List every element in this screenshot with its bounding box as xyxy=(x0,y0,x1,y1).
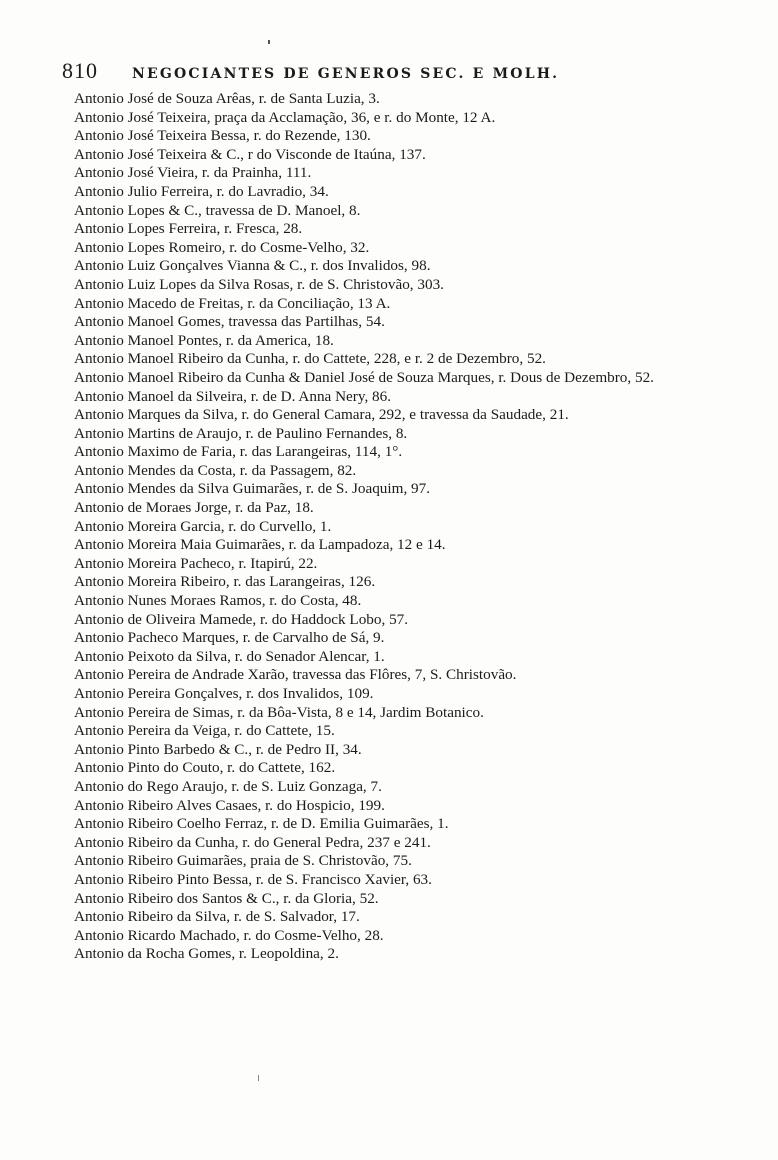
list-item: Antonio Pereira da Veiga, r. do Cattete, 15. xyxy=(74,722,335,740)
list-item: Antonio Mendes da Costa, r. da Passagem, 82. xyxy=(74,461,357,479)
list-item: Antonio Manoel da Silveira, r. de D. Anna Nery, 86. xyxy=(74,387,392,405)
page-header xyxy=(62,58,742,86)
list-item: Antonio José Teixeira, praça da Acclamação, 36, e r. do Monte, 12 A. xyxy=(74,108,496,126)
list-item: Antonio Ribeiro da Silva, r. de S. Salvador, 17. xyxy=(74,908,360,926)
list-item: Antonio Maximo de Faria, r. das Larangeiras, 114, 1°. xyxy=(74,443,403,461)
list-item: Antonio Macedo de Freitas, r. da Conciliação, 13 A. xyxy=(74,294,391,312)
print-speck xyxy=(258,1075,259,1081)
list-item: Antonio Pacheco Marques, r. de Carvalho de Sá, 9. xyxy=(74,629,385,647)
list-item: Antonio Ribeiro da Cunha, r. do General Pedra, 237 e 241. xyxy=(74,833,431,851)
list-item: Antonio Luiz Gonçalves Vianna & C., r. dos Invalidos, 98. xyxy=(74,257,431,275)
list-item: Antonio Lopes Romeiro, r. do Cosme-Velho, 32. xyxy=(74,238,370,256)
list-item: Antonio Ribeiro Coelho Ferraz, r. de D. Emilia Guimarães, 1. xyxy=(74,815,449,833)
list-item: Antonio Moreira Ribeiro, r. das Larangeiras, 126. xyxy=(74,573,376,591)
list-item: Antonio Manoel Ribeiro da Cunha, r. do Cattete, 228, e r. 2 de Dezembro, 52. xyxy=(74,350,546,368)
list-item: Antonio Moreira Maia Guimarães, r. da Lampadoza, 12 e 14. xyxy=(74,536,446,554)
list-item: Antonio Pinto do Couto, r. do Cattete, 162. xyxy=(74,759,336,777)
list-item: Antonio Manoel Pontes, r. da America, 18. xyxy=(74,331,334,349)
list-item: Antonio do Rego Araujo, r. de S. Luiz Gonzaga, 7. xyxy=(74,777,382,795)
list-item: Antonio Mendes da Silva Guimarães, r. de S. Joaquim, 97. xyxy=(74,480,431,498)
list-item: Antonio Ricardo Machado, r. do Cosme-Velho, 28. xyxy=(74,926,384,944)
list-item: Antonio José Teixeira Bessa, r. do Rezende, 130. xyxy=(74,127,371,145)
list-item: Antonio Martins de Araujo, r. de Paulino Fernandes, 8. xyxy=(74,424,408,442)
list-item: Antonio Manoel Ribeiro da Cunha & Daniel José de Souza Marques, r. Dous de Dezembro, 52. xyxy=(74,368,654,386)
list-item: Antonio Pereira Gonçalves, r. dos Invalidos, 109. xyxy=(74,685,374,702)
list-item: Antonio Pereira de Simas, r. da Bôa-Vista, 8 e 14, Jardim Botanico. xyxy=(74,703,484,721)
list-item: Antonio Lopes Ferreira, r. Fresca, 28. xyxy=(74,220,303,238)
list-item: Antonio Luiz Lopes da Silva Rosas, r. de S. Christovão, 303. xyxy=(74,275,444,293)
list-item: Antonio Ribeiro Pinto Bessa, r. de S. Francisco Xavier, 63. xyxy=(74,870,432,888)
list-item: Antonio da Rocha Gomes, r. Leopoldina, 2. xyxy=(74,945,339,963)
list-item: Antonio Pereira de Andrade Xarão, travessa das Flôres, 7, S. Christovão. xyxy=(74,666,517,684)
list-item: Antonio Ribeiro dos Santos & C., r. da Gloria, 52. xyxy=(74,889,379,907)
running-title: NEGOCIANTES DE GENEROS SEC. E MOLH. xyxy=(132,66,560,82)
list-item: Antonio Moreira Garcia, r. do Curvello, 1. xyxy=(74,517,332,535)
page-number: 810 xyxy=(62,58,98,83)
list-item: Antonio José de Souza Arêas, r. de Santa Luzia, 3. xyxy=(74,90,380,107)
list-item: Antonio de Oliveira Mamede, r. do Haddock Lobo, 57. xyxy=(74,610,409,628)
list-item: Antonio Ribeiro Guimarães, praia de S. Christovão, 75. xyxy=(74,852,412,870)
list-item: Antonio José Vieira, r. da Prainha, 111. xyxy=(74,164,312,182)
list-item: Antonio Moreira Pacheco, r. Itapirú, 22. xyxy=(74,554,318,572)
list-item: Antonio Nunes Moraes Ramos, r. do Costa, 48. xyxy=(74,592,362,610)
list-item: Antonio Ribeiro Alves Casaes, r. do Hospicio, 199. xyxy=(74,796,385,814)
print-speck xyxy=(268,40,270,44)
list-item: Antonio Manoel Gomes, travessa das Partilhas, 54. xyxy=(74,313,385,331)
merchant-entry-list xyxy=(74,90,754,964)
list-item: Antonio José Teixeira & C., r do Visconde de Itaúna, 137. xyxy=(74,145,426,163)
list-item: Antonio Marques da Silva, r. do General Camara, 292, e travessa da Saudade, 21. xyxy=(74,406,569,424)
list-item: Antonio Peixoto da Silva, r. do Senador Alencar, 1. xyxy=(74,647,385,665)
list-item: Antonio Pinto Barbedo & C., r. de Pedro II, 34. xyxy=(74,740,362,758)
list-item: Antonio Lopes & C., travessa de D. Manoel, 8. xyxy=(74,201,361,219)
list-item: Antonio Julio Ferreira, r. do Lavradio, 34. xyxy=(74,182,329,200)
list-item: Antonio de Moraes Jorge, r. da Paz, 18. xyxy=(74,499,314,517)
